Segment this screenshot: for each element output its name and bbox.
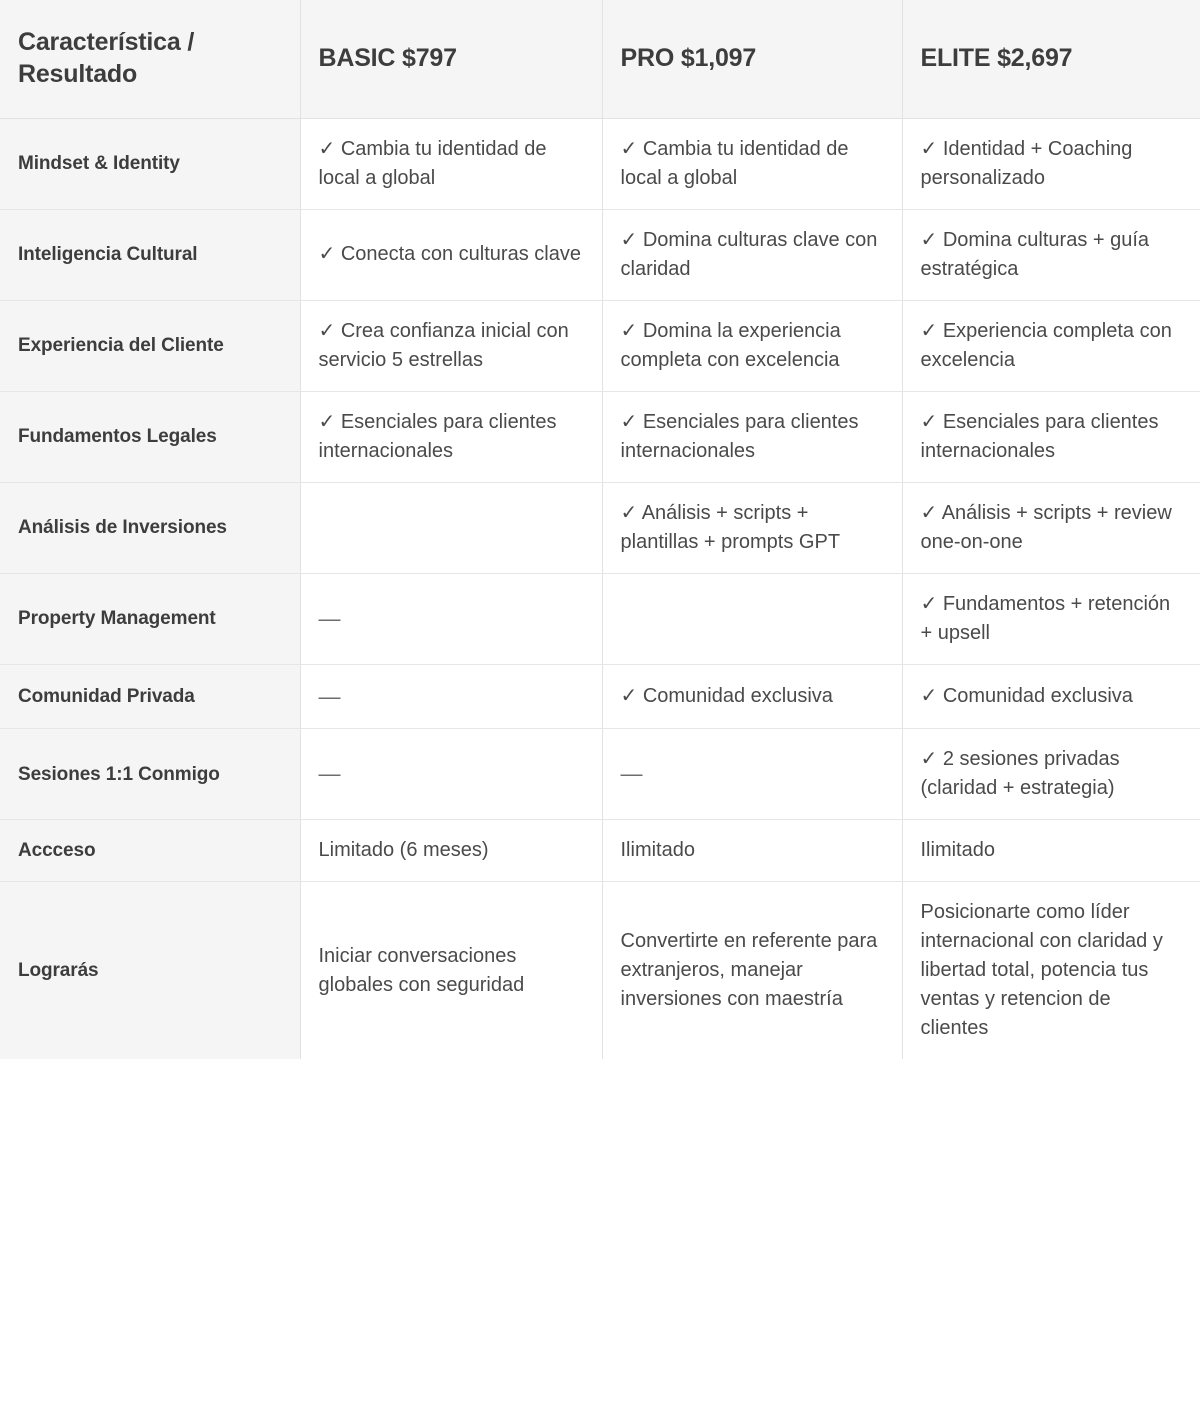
column-header-feature: Característica / Resultado <box>0 0 300 118</box>
row-feature-label: Inteligencia Cultural <box>0 209 300 300</box>
cell-pro: ✓ Comunidad exclusiva <box>602 664 902 729</box>
table-header-row <box>0 0 1200 118</box>
row-feature-label: Accceso <box>0 820 300 882</box>
row-feature-label: Fundamentos Legales <box>0 391 300 482</box>
cell-basic: ✓ Conecta con culturas clave <box>300 209 602 300</box>
row-feature-label: Property Management <box>0 573 300 664</box>
table-row <box>0 209 1200 300</box>
cell-basic <box>300 482 602 573</box>
cell-basic: Limitado (6 meses) <box>300 820 602 882</box>
cell-basic: Iniciar conversaciones globales con seguridad <box>300 882 602 1060</box>
cell-pro: ✓ Esenciales para clientes internacionales <box>602 391 902 482</box>
cell-basic: ✓ Crea confianza inicial con servicio 5 estrellas <box>300 300 602 391</box>
cell-pro: ✓ Cambia tu identidad de local a global <box>602 118 902 209</box>
row-feature-label: Sesiones 1:1 Conmigo <box>0 729 300 820</box>
table-row <box>0 391 1200 482</box>
table-row <box>0 573 1200 664</box>
table-row <box>0 664 1200 729</box>
cell-elite: Ilimitado <box>902 820 1200 882</box>
row-feature-label: Mindset & Identity <box>0 118 300 209</box>
cell-pro: — <box>602 729 902 820</box>
row-feature-label: Lograrás <box>0 882 300 1060</box>
cell-pro <box>602 573 902 664</box>
cell-pro: ✓ Análisis + scripts + plantillas + prompts GPT <box>602 482 902 573</box>
column-header-pro: PRO $1,097 <box>602 0 902 118</box>
cell-elite: ✓ Domina culturas + guía estratégica <box>902 209 1200 300</box>
row-feature-label: Experiencia del Cliente <box>0 300 300 391</box>
cell-basic: ✓ Cambia tu identidad de local a global <box>300 118 602 209</box>
table-row <box>0 482 1200 573</box>
table-body <box>0 118 1200 1059</box>
table-row <box>0 729 1200 820</box>
cell-basic: — <box>300 573 602 664</box>
row-feature-label: Comunidad Privada <box>0 664 300 729</box>
cell-elite: ✓ Fundamentos + retención + upsell <box>902 573 1200 664</box>
cell-elite: ✓ 2 sesiones privadas (claridad + estrategia) <box>902 729 1200 820</box>
cell-pro: Convertirte en referente para extranjeros, manejar inversiones con maestría <box>602 882 902 1060</box>
cell-basic: ✓ Esenciales para clientes internacionales <box>300 391 602 482</box>
table-row <box>0 882 1200 1060</box>
table-row <box>0 118 1200 209</box>
cell-basic: — <box>300 729 602 820</box>
cell-elite: ✓ Identidad + Coaching personalizado <box>902 118 1200 209</box>
cell-pro: ✓ Domina culturas clave con claridad <box>602 209 902 300</box>
column-header-basic: BASIC $797 <box>300 0 602 118</box>
cell-pro: ✓ Domina la experiencia completa con excelencia <box>602 300 902 391</box>
cell-elite: ✓ Análisis + scripts + review one-on-one <box>902 482 1200 573</box>
cell-elite: ✓ Experiencia completa con excelencia <box>902 300 1200 391</box>
column-header-elite: ELITE $2,697 <box>902 0 1200 118</box>
table-header <box>0 0 1200 118</box>
cell-elite: ✓ Esenciales para clientes internacionales <box>902 391 1200 482</box>
table-row <box>0 820 1200 882</box>
cell-elite: ✓ Comunidad exclusiva <box>902 664 1200 729</box>
cell-elite: Posicionarte como líder internacional con claridad y libertad total, potencia tus ventas y retencion de clientes <box>902 882 1200 1060</box>
table-row <box>0 300 1200 391</box>
row-feature-label: Análisis de Inversiones <box>0 482 300 573</box>
cell-pro: Ilimitado <box>602 820 902 882</box>
cell-basic: — <box>300 664 602 729</box>
